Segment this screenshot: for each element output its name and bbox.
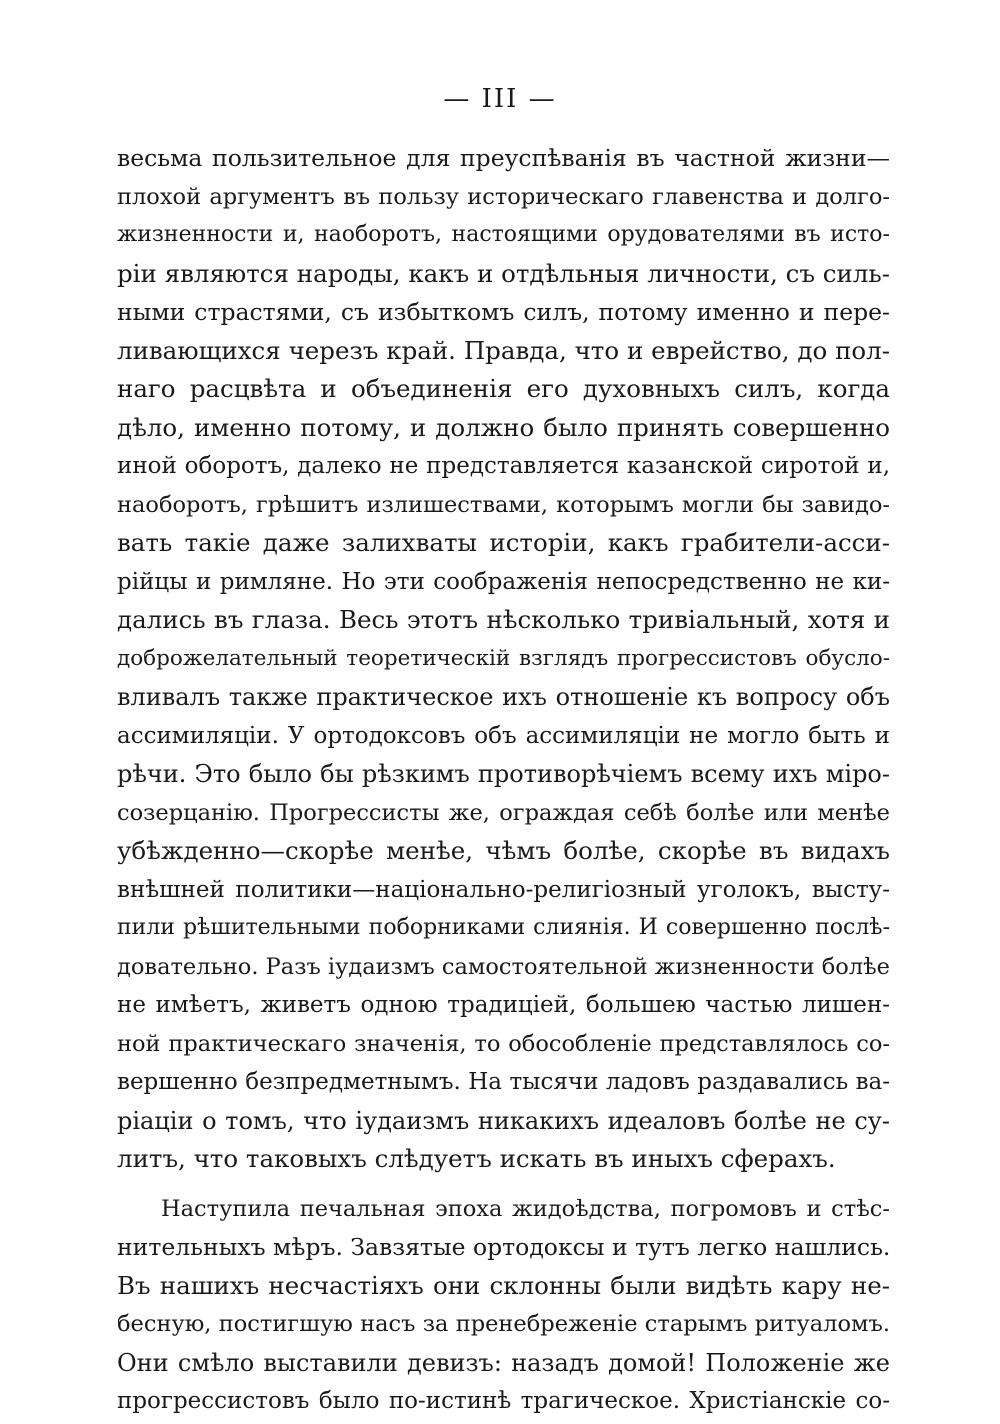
- paragraph-1: [117, 139, 890, 1179]
- text-line: ной практическаго значенія, то обособленіе представлялось со-: [117, 1030, 890, 1057]
- text-line: довательно. Разъ іудаизмъ самостоятельной жизненности болѣе: [117, 953, 890, 980]
- text-line: наоборотъ, грѣшитъ излишествами, которымъ могли бы завидо-: [117, 491, 890, 518]
- page-number: — III —: [443, 84, 557, 114]
- text-line: бесную, постигшую насъ за пренебреженіе старымъ ритуаломъ.: [117, 1311, 890, 1337]
- text-line: внѣшней политики—національно-религіозный уголокъ, высту-: [117, 876, 890, 903]
- text-line: не имѣетъ, живетъ одною традиціей, большею частью лишен-: [117, 992, 890, 1018]
- text-line: нительныхъ мѣръ. Завзятые ортодоксы и тутъ легко нашлись.: [117, 1233, 890, 1261]
- text-line: Въ нашихъ несчастіяхъ они склонны были видѣть кару не-: [117, 1270, 890, 1300]
- text-line: ными страстями, съ избыткомъ силъ, потому именно и пере-: [117, 298, 890, 326]
- text-line: ассимиляціи. У ортодоксовъ объ ассимиляціи не могло быть и: [117, 722, 890, 749]
- text-line: ріаціи о томъ, что іудаизмъ никакихъ идеаловъ болѣе не су-: [117, 1106, 890, 1135]
- text-line: Они смѣло выставили девизъ: назадъ домой! Положеніе же: [117, 1348, 890, 1377]
- text-line: наго расцвѣта и объединенія его духовныхъ силъ, когда: [117, 374, 890, 403]
- text-line: убѣжденно—скорѣе менѣе, чѣмъ болѣе, скорѣе въ видахъ: [117, 836, 890, 865]
- text-line: жизненности и, наоборотъ, настоящими орудователями въ исто-: [117, 222, 890, 247]
- text-line: дались въ глаза. Весь этотъ нѣсколько тривіальный, хотя и: [117, 605, 890, 634]
- text-line: рѣчи. Это было бы рѣзкимъ противорѣчіемъ всему ихъ міро-: [117, 760, 890, 788]
- text-line: ливающихся черезъ край. Правда, что и еврейство, до пол-: [117, 335, 890, 365]
- text-line: Наступила печальная эпоха жидоѣдства, погромовъ и стѣс-: [161, 1195, 890, 1222]
- text-line: иной оборотъ, далеко не представляется казанской сиротой и,: [117, 453, 890, 479]
- text-line: литъ, что таковыхъ слѣдуетъ искать въ иныхъ сферахъ.: [117, 1144, 836, 1173]
- text-line: вершенно безпредметнымъ. На тысячи ладовъ раздавались ва-: [117, 1069, 890, 1095]
- paragraph-2: [117, 1190, 890, 1421]
- text-line: весьма пользительное для преуспѣванія въ частной жизни—: [117, 144, 890, 172]
- text-line: плохой аргументъ въ пользу историческаго главенства и долго-: [117, 183, 890, 210]
- text-line: ріи являются народы, какъ и отдѣльныя личности, съ силь-: [117, 258, 890, 288]
- paragraph-gap: [117, 1179, 890, 1190]
- text-line: вливалъ также практическое ихъ отношеніе къ вопросу объ: [117, 683, 890, 711]
- text-line: доброжелательный теоретическій взглядъ прогрессистовъ обусло-: [117, 645, 890, 671]
- text-line: рійцы и римляне. Но эти соображенія непосредственно не ки-: [117, 568, 890, 595]
- text-line: дѣло, именно потому, и должно было принять совершенно: [117, 412, 890, 442]
- text-line: прогрессистовъ было по-истинѣ трагическое. Христіанскіе со-: [117, 1388, 890, 1414]
- page-body: [117, 139, 890, 1421]
- text-line: пили рѣшительными поборниками слиянія. И совершенно послѣ-: [117, 915, 890, 940]
- text-line: вать такіе даже залихваты исторіи, какъ грабители-асси-: [117, 528, 890, 557]
- text-line: созерцанію. Прогрессисты же, ограждая себѣ болѣе или менѣе: [117, 799, 890, 826]
